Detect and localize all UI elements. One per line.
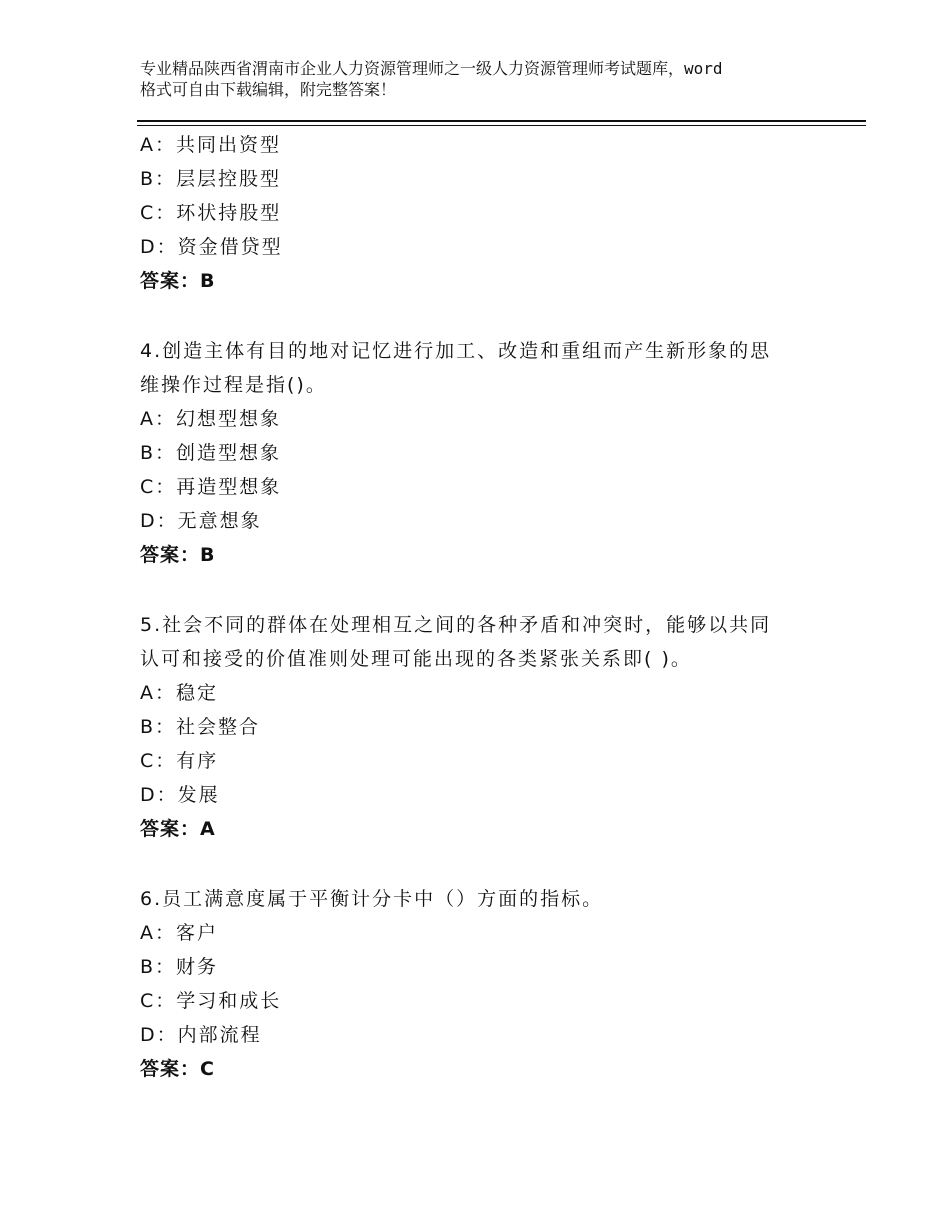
option-d: D：内部流程 <box>140 1024 262 1046</box>
option-b: B：创造型想象 <box>140 442 282 464</box>
question-text: 4.创造主体有目的地对记忆进行加工、改造和重组而产生新形象的思 <box>140 340 772 362</box>
option-c: C：环状持股型 <box>140 202 282 224</box>
option-c: C：再造型想象 <box>140 476 282 498</box>
option-a: A：稳定 <box>140 682 218 704</box>
option-d: D：无意想象 <box>140 510 262 532</box>
option-d: D：资金借贷型 <box>140 236 283 258</box>
question-text: 5.社会不同的群体在处理相互之间的各种矛盾和冲突时，能够以共同 <box>140 614 772 636</box>
option-a: A：客户 <box>140 922 218 944</box>
question-list <box>140 128 820 1086</box>
answer: 答案：B <box>140 270 216 292</box>
header-rule-thin <box>137 125 866 126</box>
header-line-2: 格式可自由下载编辑，附完整答案！ <box>140 80 397 99</box>
question-3 <box>140 128 820 298</box>
question-4 <box>140 334 820 572</box>
option-c: C：学习和成长 <box>140 990 282 1012</box>
header-line-1: 专业精品陕西省渭南市企业人力资源管理师之一级人力资源管理师考试题库，word <box>140 59 723 78</box>
answer: 答案：A <box>140 818 216 840</box>
option-d: D：发展 <box>140 784 220 806</box>
question-text-cont: 维操作过程是指()。 <box>140 374 327 396</box>
answer: 答案：B <box>140 544 216 566</box>
option-b: B：层层控股型 <box>140 168 282 190</box>
option-b: B：社会整合 <box>140 716 261 738</box>
document-header <box>140 58 840 100</box>
option-a: A：幻想型想象 <box>140 408 281 430</box>
option-b: B：财务 <box>140 956 219 978</box>
answer: 答案：C <box>140 1058 215 1080</box>
option-a: A：共同出资型 <box>140 134 281 156</box>
header-rule-thick <box>137 120 866 122</box>
option-c: C：有序 <box>140 750 219 772</box>
question-5 <box>140 608 820 846</box>
question-6 <box>140 882 820 1086</box>
question-text: 6.员工满意度属于平衡计分卡中（）方面的指标。 <box>140 888 604 910</box>
question-text-cont: 认可和接受的价值准则处理可能出现的各类紧张关系即( )。 <box>140 648 692 670</box>
